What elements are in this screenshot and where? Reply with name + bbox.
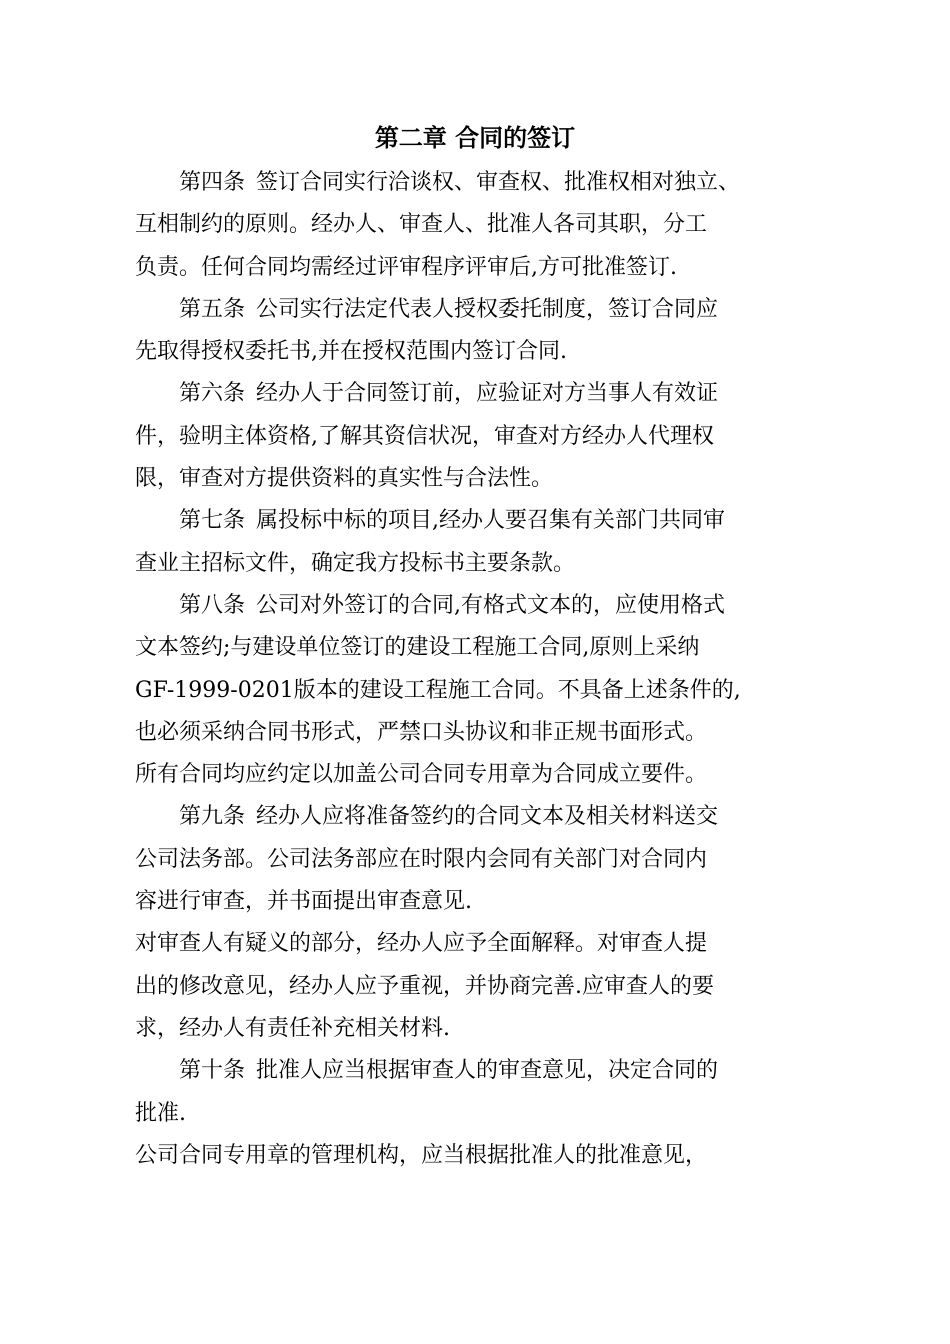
paragraph-line: 出的修改意见，经办人应予重视，并协商完善.应审查人的要 bbox=[135, 973, 714, 999]
paragraph-line: 先取得授权委托书,并在授权范围内签订合同. bbox=[135, 339, 567, 365]
article-4 bbox=[135, 162, 825, 289]
paragraph-line: 也必须采纳合同书形式，严禁口头协议和非正规书面形式。 bbox=[135, 719, 708, 745]
article-9 bbox=[135, 796, 825, 923]
paragraph-line: 第六条 经办人于合同签订前，应验证对方当事人有效证 bbox=[179, 381, 719, 407]
article-label: 第五条 bbox=[179, 296, 246, 322]
article-label: 第八条 bbox=[179, 592, 246, 618]
paragraph-line: 查业主招标文件，确定我方投标书主要条款。 bbox=[135, 550, 576, 576]
paragraph-line: 负责。任何合同均需经过评审程序评审后,方可批准签订. bbox=[135, 254, 677, 280]
article-5 bbox=[135, 289, 825, 374]
document-body bbox=[135, 162, 825, 1177]
article-7 bbox=[135, 500, 825, 585]
paragraph-line: 对审查人有疑义的部分，经办人应予全面解释。对审查人提 bbox=[135, 931, 708, 957]
paragraph-line: 第四条 签订合同实行洽谈权、审查权、批准权相对独立、 bbox=[179, 170, 741, 195]
article-10 bbox=[135, 1050, 825, 1135]
article-label: 第六条 bbox=[179, 381, 246, 407]
paragraph-line: 容进行审查，并书面提出审查意见. bbox=[135, 889, 472, 915]
paragraph-line: 批准. bbox=[135, 1100, 186, 1126]
chapter-title: 第二章 合同的签订 bbox=[374, 124, 576, 152]
paragraph-line: 求，经办人有责任补充相关材料. bbox=[135, 1015, 450, 1041]
article-label: 第四条 bbox=[179, 170, 246, 195]
article-label: 第七条 bbox=[179, 508, 246, 534]
article-6 bbox=[135, 373, 825, 500]
paragraph-line: 所有合同均应约定以加盖公司合同专用章为合同成立要件。 bbox=[135, 762, 708, 788]
article-9-continued bbox=[135, 923, 825, 1050]
paragraph-line: 文本签约;与建设单位签订的建设工程施工合同,原则上采纳 bbox=[135, 635, 700, 661]
paragraph-line: 第八条 公司对外签订的合同,有格式文本的，应使用格式 bbox=[179, 592, 726, 618]
paragraph-line: 公司法务部。公司法务部应在时限内会同有关部门对合同内 bbox=[135, 846, 708, 872]
paragraph-line: 第五条 公司实行法定代表人授权委托制度，签订合同应 bbox=[179, 296, 719, 322]
article-10-continued bbox=[135, 1135, 825, 1177]
article-8 bbox=[135, 585, 825, 754]
paragraph-line: GF-1999-0201版本的建设工程施工合同。不具备上述条件的, bbox=[135, 677, 741, 703]
paragraph-line: 件，验明主体资格,了解其资信状况，审查对方经办人代理权 bbox=[135, 423, 714, 449]
paragraph-line: 第十条 批准人应当根据审查人的审查意见，决定合同的 bbox=[179, 1058, 719, 1084]
article-8-continued bbox=[135, 754, 825, 796]
article-label: 第九条 bbox=[179, 804, 246, 830]
article-label: 第十条 bbox=[179, 1058, 246, 1084]
paragraph-line: 公司合同专用章的管理机构，应当根据批准人的批准意见， bbox=[135, 1142, 708, 1168]
paragraph-line: 限，审查对方提供资料的真实性与合法性。 bbox=[135, 466, 554, 492]
paragraph-line: 第九条 经办人应将准备签约的合同文本及相关材料送交 bbox=[179, 804, 719, 830]
paragraph-line: 第七条 属投标中标的项目,经办人要召集有关部门共同审 bbox=[179, 508, 726, 534]
paragraph-line: 互相制约的原则。经办人、审查人、批准人各司其职，分工 bbox=[135, 212, 708, 238]
